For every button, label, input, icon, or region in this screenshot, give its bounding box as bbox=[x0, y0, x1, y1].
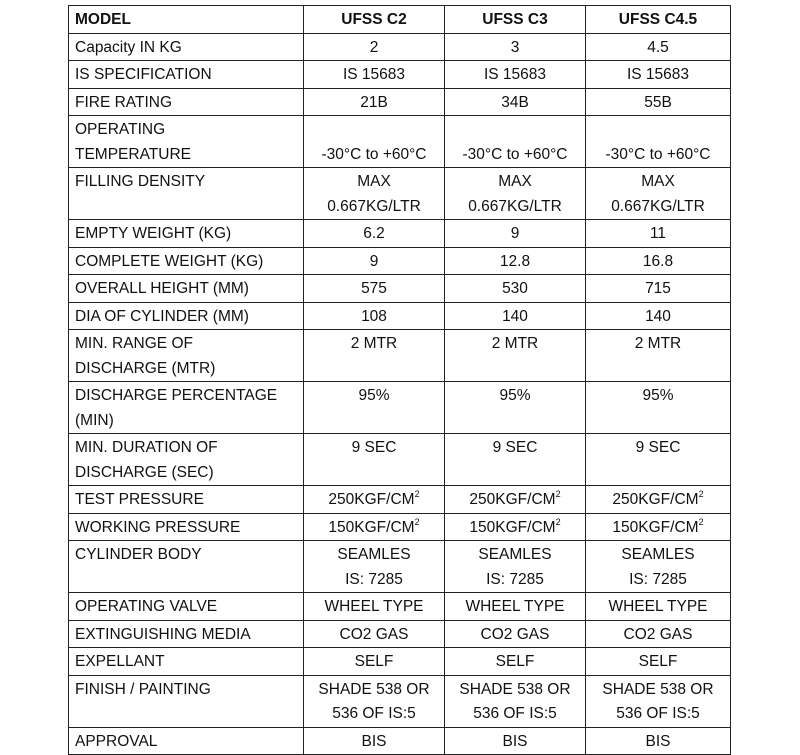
value-line: SELF bbox=[638, 653, 678, 670]
value-line: BIS bbox=[645, 732, 671, 750]
value-line: BIS bbox=[361, 732, 387, 750]
value-line: 12.8 bbox=[499, 252, 531, 270]
row-label-line: FILLING DENSITY bbox=[75, 173, 206, 190]
row-label-line: DIA OF CYLINDER (MM) bbox=[75, 307, 249, 325]
table-row bbox=[69, 541, 731, 593]
row-label-line: APPROVAL bbox=[75, 732, 158, 750]
value-cell bbox=[304, 61, 445, 89]
table-row bbox=[69, 648, 731, 676]
value-line: 715 bbox=[645, 280, 671, 297]
row-label bbox=[69, 434, 304, 486]
value-line: WHEEL TYPE bbox=[465, 598, 565, 615]
model-name: UFSS C4.5 bbox=[586, 6, 731, 34]
value-line: WHEEL TYPE bbox=[608, 598, 708, 615]
value-line: $250KGF/CM^2$ bbox=[328, 489, 420, 508]
value-line: 9 bbox=[510, 225, 520, 242]
value-line: 4.5 bbox=[647, 38, 669, 56]
row-label bbox=[69, 168, 304, 220]
value-cell bbox=[304, 330, 445, 382]
row-label-line: FINISH / PAINTING bbox=[75, 680, 211, 698]
value-line: -30°C to +60°C bbox=[462, 145, 568, 163]
table-row bbox=[69, 486, 731, 514]
value-line: 140 bbox=[502, 307, 528, 325]
value-cell bbox=[445, 593, 586, 621]
value-cell bbox=[445, 220, 586, 248]
value-line: 6.2 bbox=[363, 225, 385, 242]
table-row bbox=[69, 275, 731, 303]
value-cell bbox=[586, 486, 731, 514]
value-cell bbox=[304, 302, 445, 330]
value-cell bbox=[445, 61, 586, 89]
value-cell bbox=[304, 168, 445, 220]
value-line: IS: 7285 bbox=[629, 570, 687, 588]
table-row bbox=[69, 33, 731, 61]
value-line: MAX bbox=[357, 173, 391, 190]
header-row bbox=[69, 6, 731, 34]
value-line: 2 MTR bbox=[350, 335, 398, 352]
value-cell bbox=[445, 434, 586, 486]
value-cell bbox=[445, 513, 586, 541]
value-line: CO2 GAS bbox=[623, 625, 693, 643]
row-label bbox=[69, 330, 304, 382]
value-cell bbox=[586, 247, 731, 275]
value-line: 21B bbox=[360, 93, 388, 111]
row-label bbox=[69, 486, 304, 514]
value-line: $250KGF/CM^2$ bbox=[469, 489, 561, 508]
row-label bbox=[69, 541, 304, 593]
model-name: UFSS C3 bbox=[445, 6, 586, 34]
row-label-line: MIN. DURATION OF bbox=[75, 439, 218, 456]
table-row bbox=[69, 247, 731, 275]
spec-rows bbox=[69, 33, 731, 755]
row-label bbox=[69, 116, 304, 168]
value-cell bbox=[586, 593, 731, 621]
row-label-line: FIRE RATING bbox=[75, 93, 173, 111]
value-cell bbox=[586, 116, 731, 168]
value-line: 108 bbox=[361, 307, 387, 325]
value-line: WHEEL TYPE bbox=[324, 598, 424, 615]
value-line: 9 SEC bbox=[492, 439, 538, 456]
value-cell bbox=[304, 675, 445, 727]
row-label-line: MIN. RANGE OF bbox=[75, 335, 193, 352]
table-row bbox=[69, 220, 731, 248]
value-line: -30°C to +60°C bbox=[321, 145, 427, 163]
table-row bbox=[69, 61, 731, 89]
value-cell bbox=[586, 620, 731, 648]
row-label bbox=[69, 620, 304, 648]
value-line: 536 OF IS:5 bbox=[616, 705, 700, 722]
row-label-line: TEST PRESSURE bbox=[75, 491, 204, 508]
table-row bbox=[69, 330, 731, 382]
value-line: 9 SEC bbox=[351, 439, 397, 456]
row-label-line: COMPLETE WEIGHT (KG) bbox=[75, 252, 264, 270]
table-row bbox=[69, 675, 731, 727]
value-cell bbox=[304, 486, 445, 514]
value-line: IS 15683 bbox=[483, 66, 547, 83]
table-row bbox=[69, 382, 731, 434]
value-line: IS: 7285 bbox=[345, 570, 403, 588]
value-cell bbox=[304, 116, 445, 168]
row-label-line: EXTINGUISHING MEDIA bbox=[75, 625, 251, 643]
value-line: CO2 GAS bbox=[339, 625, 409, 643]
value-cell bbox=[304, 33, 445, 61]
table-row bbox=[69, 434, 731, 486]
value-line: $250KGF/CM^2$ bbox=[612, 489, 704, 508]
value-cell bbox=[586, 541, 731, 593]
value-cell bbox=[304, 382, 445, 434]
row-label bbox=[69, 220, 304, 248]
row-label bbox=[69, 302, 304, 330]
specification-table bbox=[68, 5, 731, 755]
table-row bbox=[69, 88, 731, 116]
value-line: 536 OF IS:5 bbox=[473, 705, 557, 722]
row-label bbox=[69, 513, 304, 541]
table-row bbox=[69, 593, 731, 621]
value-line: -30°C to +60°C bbox=[605, 145, 711, 163]
value-line: 536 OF IS:5 bbox=[332, 705, 416, 722]
value-cell bbox=[304, 434, 445, 486]
value-cell bbox=[304, 541, 445, 593]
value-cell bbox=[445, 382, 586, 434]
value-cell bbox=[586, 727, 731, 755]
value-line: 530 bbox=[502, 280, 528, 297]
value-cell bbox=[586, 61, 731, 89]
table-row bbox=[69, 513, 731, 541]
row-label-line: DISCHARGE (MTR) bbox=[75, 359, 216, 377]
value-cell bbox=[445, 620, 586, 648]
value-cell bbox=[445, 541, 586, 593]
value-line: IS 15683 bbox=[342, 66, 406, 83]
value-line: 95% bbox=[642, 387, 674, 404]
value-line: SHADE 538 OR bbox=[318, 680, 430, 698]
value-line: 11 bbox=[649, 225, 667, 242]
value-cell bbox=[586, 33, 731, 61]
value-line: SELF bbox=[495, 653, 535, 670]
model-header: MODEL bbox=[69, 6, 304, 34]
row-label bbox=[69, 727, 304, 755]
row-label-line: EMPTY WEIGHT (KG) bbox=[75, 225, 232, 242]
value-cell bbox=[586, 434, 731, 486]
value-cell bbox=[586, 168, 731, 220]
row-label-line: TEMPERATURE bbox=[75, 145, 191, 163]
value-cell bbox=[445, 486, 586, 514]
value-line: $150KGF/CM^2$ bbox=[469, 516, 561, 536]
value-line: SHADE 538 OR bbox=[602, 680, 714, 698]
table-row bbox=[69, 727, 731, 755]
table-row bbox=[69, 116, 731, 168]
value-line: 140 bbox=[645, 307, 671, 325]
value-line: SELF bbox=[354, 653, 394, 670]
value-cell bbox=[445, 88, 586, 116]
row-label bbox=[69, 88, 304, 116]
row-label bbox=[69, 648, 304, 676]
value-cell bbox=[445, 247, 586, 275]
value-line: SHADE 538 OR bbox=[459, 680, 571, 698]
value-cell bbox=[586, 275, 731, 303]
table-row bbox=[69, 168, 731, 220]
row-label-line: OPERATING VALVE bbox=[75, 598, 218, 615]
value-cell bbox=[445, 275, 586, 303]
value-line: $150KGF/CM^2$ bbox=[328, 516, 420, 536]
model-name: UFSS C2 bbox=[304, 6, 445, 34]
row-label-line: Capacity IN KG bbox=[75, 38, 182, 56]
value-line: BIS bbox=[502, 732, 528, 750]
value-cell bbox=[445, 675, 586, 727]
value-line: 95% bbox=[358, 387, 390, 404]
value-cell bbox=[445, 727, 586, 755]
row-label-line: EXPELLANT bbox=[75, 653, 165, 670]
value-cell bbox=[586, 382, 731, 434]
value-line: 55B bbox=[644, 93, 672, 111]
value-cell bbox=[445, 116, 586, 168]
value-cell bbox=[586, 675, 731, 727]
value-line: 9 SEC bbox=[635, 439, 681, 456]
value-cell bbox=[586, 513, 731, 541]
row-label bbox=[69, 33, 304, 61]
value-cell bbox=[586, 302, 731, 330]
value-cell bbox=[445, 648, 586, 676]
value-cell bbox=[304, 727, 445, 755]
value-cell bbox=[445, 330, 586, 382]
value-line: $150KGF/CM^2$ bbox=[612, 516, 704, 536]
value-line: 0.667KG/LTR bbox=[611, 197, 705, 215]
value-line: 16.8 bbox=[642, 252, 674, 270]
row-label bbox=[69, 593, 304, 621]
value-line: SEAMLES bbox=[478, 546, 552, 563]
table-row bbox=[69, 620, 731, 648]
value-cell bbox=[304, 275, 445, 303]
value-cell bbox=[586, 88, 731, 116]
row-label-line: DISCHARGE (SEC) bbox=[75, 463, 214, 481]
value-line: MAX bbox=[498, 173, 532, 190]
row-label bbox=[69, 61, 304, 89]
value-line: 575 bbox=[361, 280, 387, 297]
value-cell bbox=[586, 648, 731, 676]
value-line: 2 bbox=[369, 38, 379, 56]
value-cell bbox=[445, 33, 586, 61]
value-cell bbox=[586, 330, 731, 382]
row-label-line: WORKING PRESSURE bbox=[75, 518, 241, 536]
row-label bbox=[69, 247, 304, 275]
value-line: MAX bbox=[641, 173, 675, 190]
value-cell bbox=[586, 220, 731, 248]
row-label-line: OVERALL HEIGHT (MM) bbox=[75, 280, 249, 297]
value-cell bbox=[304, 220, 445, 248]
value-line: 2 MTR bbox=[634, 335, 682, 352]
value-cell bbox=[304, 88, 445, 116]
value-line: 95% bbox=[499, 387, 531, 404]
value-line: CO2 GAS bbox=[480, 625, 550, 643]
value-cell bbox=[304, 247, 445, 275]
value-line: IS: 7285 bbox=[486, 570, 544, 588]
value-cell bbox=[304, 648, 445, 676]
value-cell bbox=[445, 302, 586, 330]
value-line: 0.667KG/LTR bbox=[327, 197, 421, 215]
value-line: 0.667KG/LTR bbox=[468, 197, 562, 215]
value-line: SEAMLES bbox=[621, 546, 695, 563]
row-label bbox=[69, 382, 304, 434]
value-cell bbox=[304, 620, 445, 648]
row-label-line: OPERATING bbox=[75, 121, 166, 138]
value-line: SEAMLES bbox=[337, 546, 411, 563]
value-cell bbox=[304, 513, 445, 541]
row-label bbox=[69, 275, 304, 303]
value-line: 2 MTR bbox=[491, 335, 539, 352]
value-line: 3 bbox=[510, 38, 520, 56]
row-label-line: CYLINDER BODY bbox=[75, 546, 202, 563]
row-label-line: IS SPECIFICATION bbox=[75, 66, 212, 83]
row-label-line: DISCHARGE PERCENTAGE bbox=[75, 387, 278, 404]
value-line: IS 15683 bbox=[626, 66, 690, 83]
value-cell bbox=[304, 593, 445, 621]
value-line: 9 bbox=[369, 252, 379, 270]
row-label-line: (MIN) bbox=[75, 411, 114, 429]
value-line: 34B bbox=[501, 93, 529, 111]
table-row bbox=[69, 302, 731, 330]
row-label bbox=[69, 675, 304, 727]
value-cell bbox=[445, 168, 586, 220]
